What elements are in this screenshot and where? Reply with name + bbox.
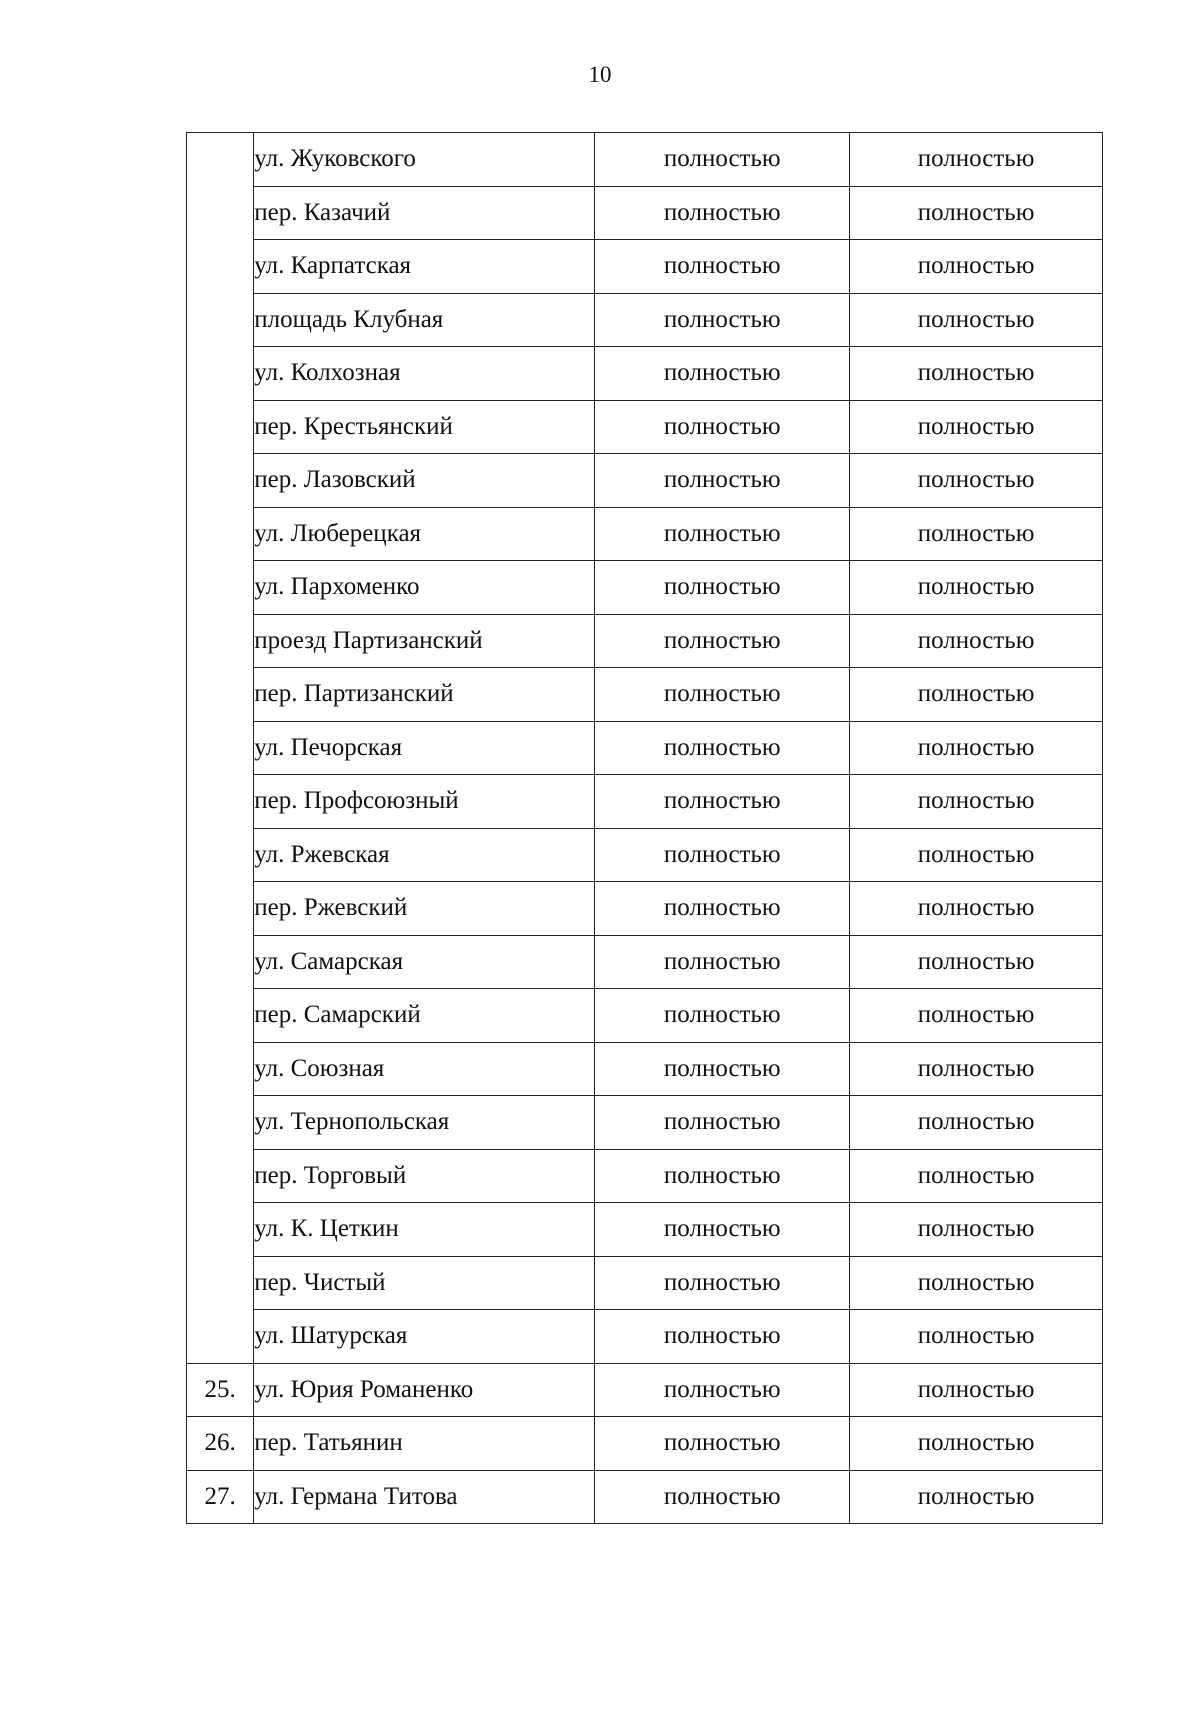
- status-cell-1: полностью: [595, 454, 850, 508]
- status-cell-1: полностью: [595, 400, 850, 454]
- status-cell-1: полностью: [595, 186, 850, 240]
- status-cell-1: полностью: [595, 614, 850, 668]
- table-row: [187, 935, 1103, 989]
- status-cell-1: полностью: [595, 989, 850, 1043]
- status-cell-1: полностью: [595, 668, 850, 722]
- table-row: [187, 882, 1103, 936]
- streets-table: [186, 132, 1103, 1524]
- status-cell-2: полностью: [850, 935, 1103, 989]
- table-row: [187, 507, 1103, 561]
- street-name-cell: ул. Печорская: [254, 721, 595, 775]
- status-cell-2: полностью: [850, 186, 1103, 240]
- table-row: [187, 614, 1103, 668]
- status-cell-1: полностью: [595, 1149, 850, 1203]
- street-name-cell: ул. Самарская: [254, 935, 595, 989]
- status-cell-1: полностью: [595, 882, 850, 936]
- status-cell-2: полностью: [850, 561, 1103, 615]
- street-name-cell: пер. Самарский: [254, 989, 595, 1043]
- table-row: [187, 186, 1103, 240]
- table-row: [187, 828, 1103, 882]
- status-cell-1: полностью: [595, 775, 850, 829]
- street-name-cell: пер. Торговый: [254, 1149, 595, 1203]
- table-row: [187, 133, 1103, 187]
- status-cell-2: полностью: [850, 721, 1103, 775]
- status-cell-2: полностью: [850, 668, 1103, 722]
- status-cell-1: полностью: [595, 1096, 850, 1150]
- status-cell-2: полностью: [850, 1203, 1103, 1257]
- street-name-cell: пер. Крестьянский: [254, 400, 595, 454]
- street-name-cell: ул. К. Цеткин: [254, 1203, 595, 1257]
- row-number-cell: [187, 133, 254, 1364]
- street-name-cell: пер. Казачий: [254, 186, 595, 240]
- street-name-cell: ул. Юрия Романенко: [254, 1363, 595, 1417]
- status-cell-1: полностью: [595, 1310, 850, 1364]
- status-cell-2: полностью: [850, 240, 1103, 294]
- street-name-cell: ул. Карпатская: [254, 240, 595, 294]
- street-name-cell: ул. Колхозная: [254, 347, 595, 401]
- status-cell-2: полностью: [850, 614, 1103, 668]
- street-name-cell: ул. Пархоменко: [254, 561, 595, 615]
- street-name-cell: ул. Союзная: [254, 1042, 595, 1096]
- status-cell-1: полностью: [595, 507, 850, 561]
- status-cell-2: полностью: [850, 1096, 1103, 1150]
- street-name-cell: ул. Германа Титова: [254, 1470, 595, 1524]
- table-row: [187, 400, 1103, 454]
- street-name-cell: пер. Ржевский: [254, 882, 595, 936]
- page-number: 10: [588, 62, 612, 87]
- status-cell-2: полностью: [850, 828, 1103, 882]
- table-row: [187, 1096, 1103, 1150]
- street-name-cell: проезд Партизанский: [254, 614, 595, 668]
- status-cell-2: полностью: [850, 1310, 1103, 1364]
- status-cell-1: полностью: [595, 347, 850, 401]
- table-row: [187, 240, 1103, 294]
- table-row: [187, 561, 1103, 615]
- status-cell-1: полностью: [595, 293, 850, 347]
- table-row: [187, 1149, 1103, 1203]
- table-row: [187, 1203, 1103, 1257]
- status-cell-1: полностью: [595, 1256, 850, 1310]
- table-row: [187, 775, 1103, 829]
- status-cell-2: полностью: [850, 1363, 1103, 1417]
- street-name-cell: ул. Шатурская: [254, 1310, 595, 1364]
- status-cell-2: полностью: [850, 400, 1103, 454]
- table-row: [187, 1256, 1103, 1310]
- table-row: [187, 721, 1103, 775]
- status-cell-2: полностью: [850, 989, 1103, 1043]
- row-number-cell: 27.: [187, 1470, 254, 1524]
- table-row: [187, 1363, 1103, 1417]
- table-row: [187, 293, 1103, 347]
- table-row: [187, 668, 1103, 722]
- status-cell-1: полностью: [595, 133, 850, 187]
- row-number-cell: 25.: [187, 1363, 254, 1417]
- status-cell-2: полностью: [850, 133, 1103, 187]
- status-cell-2: полностью: [850, 454, 1103, 508]
- street-name-cell: ул. Ржевская: [254, 828, 595, 882]
- table-row: [187, 1417, 1103, 1471]
- status-cell-1: полностью: [595, 828, 850, 882]
- street-name-cell: ул. Тернопольская: [254, 1096, 595, 1150]
- status-cell-1: полностью: [595, 935, 850, 989]
- status-cell-2: полностью: [850, 1470, 1103, 1524]
- status-cell-1: полностью: [595, 1042, 850, 1096]
- row-number-cell: 26.: [187, 1417, 254, 1471]
- table-row: [187, 989, 1103, 1043]
- street-name-cell: пер. Чистый: [254, 1256, 595, 1310]
- street-name-cell: пер. Татьянин: [254, 1417, 595, 1471]
- status-cell-1: полностью: [595, 1417, 850, 1471]
- table-row: [187, 1310, 1103, 1364]
- street-name-cell: ул. Жуковского: [254, 133, 595, 187]
- street-name-cell: площадь Клубная: [254, 293, 595, 347]
- street-name-cell: ул. Люберецкая: [254, 507, 595, 561]
- table-row: [187, 454, 1103, 508]
- streets-table-body: [187, 133, 1103, 1524]
- table-row: [187, 1470, 1103, 1524]
- status-cell-2: полностью: [850, 1256, 1103, 1310]
- street-name-cell: пер. Партизанский: [254, 668, 595, 722]
- status-cell-1: полностью: [595, 721, 850, 775]
- street-name-cell: пер. Профсоюзный: [254, 775, 595, 829]
- status-cell-2: полностью: [850, 1042, 1103, 1096]
- status-cell-2: полностью: [850, 775, 1103, 829]
- status-cell-2: полностью: [850, 347, 1103, 401]
- status-cell-2: полностью: [850, 1149, 1103, 1203]
- status-cell-1: полностью: [595, 1470, 850, 1524]
- status-cell-1: полностью: [595, 1203, 850, 1257]
- status-cell-1: полностью: [595, 1363, 850, 1417]
- table-row: [187, 1042, 1103, 1096]
- status-cell-2: полностью: [850, 507, 1103, 561]
- status-cell-1: полностью: [595, 240, 850, 294]
- status-cell-1: полностью: [595, 561, 850, 615]
- status-cell-2: полностью: [850, 1417, 1103, 1471]
- table-row: [187, 347, 1103, 401]
- status-cell-2: полностью: [850, 293, 1103, 347]
- street-name-cell: пер. Лазовский: [254, 454, 595, 508]
- status-cell-2: полностью: [850, 882, 1103, 936]
